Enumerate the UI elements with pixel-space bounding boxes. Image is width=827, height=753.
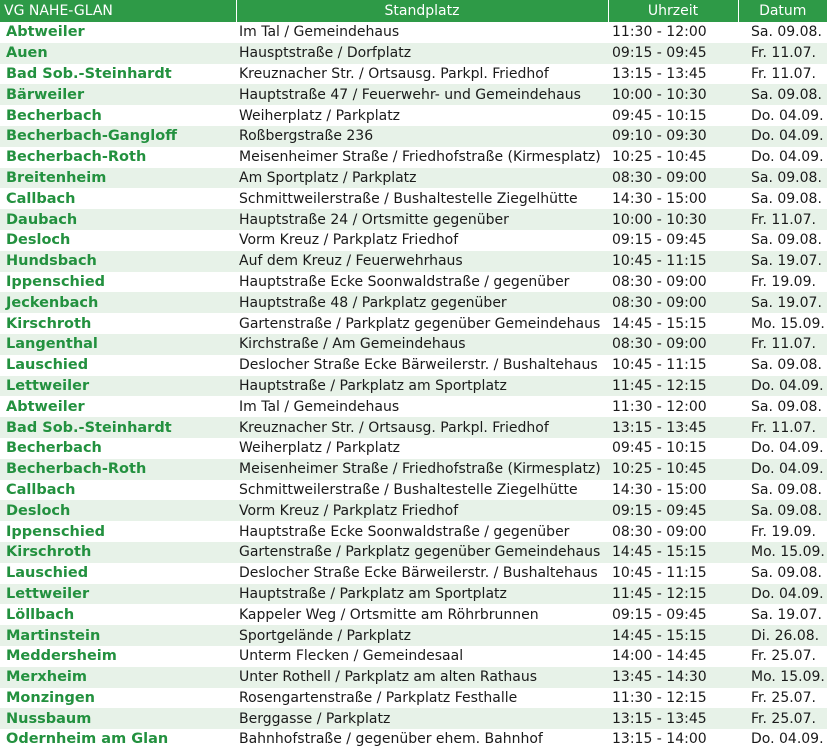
row-ort: Odernheim am Glan [6,731,169,748]
row-datum: Fr. 25.07. [738,708,827,729]
row-datum: Fr. 11.07. [738,43,827,64]
table-row [0,646,827,667]
row-datum: Sa. 09.08. [751,24,822,41]
row-standplatz: Kappeler Weg / Ortsmitte am Röhrbrunnen [239,606,539,623]
row-uhrzeit: 14:30 - 15:00 [612,481,707,498]
row-datum: Do. 04.09. [738,584,827,605]
row-datum: Fr. 11.07. [738,334,827,355]
row-ort: Lettweiler [0,376,236,397]
table-row [0,84,827,105]
row-uhrzeit: 11:30 - 12:00 [612,398,707,415]
row-uhrzeit: 09:45 - 10:15 [612,107,707,124]
row-uhrzeit: 11:30 - 12:15 [612,689,707,706]
row-datum: Sa. 09.08. [751,357,822,374]
table-row [0,521,827,542]
row-standplatz: Kreuznacher Str. / Ortsausg. Parkpl. Friedhof [239,65,549,82]
row-ort: Becherbach-Gangloff [0,126,236,147]
row-datum: Fr. 11.07. [751,65,816,82]
row-ort: Becherbach-Roth [6,149,147,166]
row-uhrzeit: 10:00 - 10:30 [608,84,738,105]
row-datum: Fr. 11.07. [738,209,827,230]
row-standplatz: Weiherplatz / Parkplatz [239,440,401,457]
schedule-body [0,22,827,750]
table-row [0,396,827,417]
row-ort: Jeckenbach [0,292,236,313]
row-datum: Do. 04.09. [751,440,824,457]
row-uhrzeit: 10:25 - 10:45 [612,149,707,166]
row-datum: Do. 04.09. [751,107,824,124]
table-row [0,459,827,480]
table-row [0,355,827,376]
header-title: VG NAHE-GLAN [0,0,236,22]
row-datum: Fr. 19.09. [751,273,816,290]
row-datum: Do. 04.09. [738,376,827,397]
row-ort: Desloch [0,500,236,521]
row-uhrzeit: 14:30 - 15:00 [612,190,707,207]
header-datum: Datum [738,0,827,22]
row-ort: Kirschroth [6,315,92,332]
row-datum: Sa. 19.07. [751,606,822,623]
row-standplatz: Hauptstraße 24 / Ortsmitte gegenüber [236,209,608,230]
table-row [0,188,827,209]
row-standplatz: Im Tal / Gemeindehaus [239,398,400,415]
row-datum: Do. 04.09. [751,731,824,748]
row-standplatz: Meisenheimer Straße / Friedhofstraße (Kirmesplatz) [239,149,601,166]
row-uhrzeit: 14:00 - 14:45 [612,648,707,665]
row-standplatz: Hauptstraße 47 / Feuerwehr- und Gemeindehaus [236,84,608,105]
row-datum: Sa. 09.08. [738,168,827,189]
row-ort: Hundsbach [0,251,236,272]
row-datum: Sa. 09.08. [751,232,822,249]
row-standplatz: Roßbergstraße 236 [236,126,608,147]
row-standplatz: Schmittweilerstraße / Bushaltestelle Ziegelhütte [239,190,578,207]
row-standplatz: Bahnhofstraße / gegenüber ehem. Bahnhof [239,731,543,748]
table-row [0,292,827,313]
row-ort: Ippenschied [6,523,106,540]
row-datum: Sa. 09.08. [751,398,822,415]
row-uhrzeit: 13:15 - 13:45 [608,417,738,438]
row-uhrzeit: 08:30 - 09:00 [612,523,707,540]
row-standplatz: Vorm Kreuz / Parkplatz Friedhof [236,500,608,521]
row-ort: Auen [0,43,236,64]
table-row [0,667,827,688]
row-ort: Merxheim [0,667,236,688]
row-ort: Lauschied [6,565,89,582]
row-standplatz: Berggasse / Parkplatz [236,708,608,729]
row-standplatz: Unter Rothell / Parkplatz am alten Rathaus [236,667,608,688]
row-uhrzeit: 11:30 - 12:00 [612,24,707,41]
row-ort: Kirschroth [0,542,236,563]
row-datum: Fr. 25.07. [751,689,816,706]
table-row [0,708,827,729]
row-standplatz: Deslocher Straße Ecke Bärweilerstr. / Bushaltehaus [239,357,598,374]
row-uhrzeit: 09:15 - 09:45 [612,606,707,623]
row-ort: Abtweiler [6,398,85,415]
row-standplatz: Hauptstraße 48 / Parkplatz gegenüber [236,292,608,313]
table-row [0,64,827,85]
row-standplatz: Kreuznacher Str. / Ortsausg. Parkpl. Friedhof [236,417,608,438]
table-row [0,604,827,625]
row-standplatz: Im Tal / Gemeindehaus [239,24,400,41]
row-datum: Do. 04.09. [751,149,824,166]
row-standplatz: Vorm Kreuz / Parkplatz Friedhof [239,232,459,249]
row-datum: Sa. 09.08. [738,500,827,521]
row-datum: Fr. 11.07. [738,417,827,438]
table-row [0,417,827,438]
row-datum: Sa. 09.08. [751,565,822,582]
row-ort: Becherbach-Roth [0,459,236,480]
row-datum: Sa. 09.08. [751,481,822,498]
row-uhrzeit: 14:45 - 15:15 [608,542,738,563]
table-row [0,625,827,646]
row-uhrzeit: 09:15 - 09:45 [612,232,707,249]
table-row [0,230,827,251]
row-uhrzeit: 08:30 - 09:00 [608,168,738,189]
row-standplatz: Deslocher Straße Ecke Bärweilerstr. / Bushaltehaus [239,565,598,582]
row-uhrzeit: 14:45 - 15:15 [608,625,738,646]
table-row [0,729,827,750]
row-ort: Bad Sob.-Steinhardt [0,417,236,438]
row-ort: Becherbach [6,440,102,457]
row-ort: Daubach [0,209,236,230]
row-uhrzeit: 09:15 - 09:45 [608,43,738,64]
table-row [0,688,827,709]
row-standplatz: Kirchstraße / Am Gemeindehaus [236,334,608,355]
row-uhrzeit: 13:15 - 13:45 [612,65,707,82]
row-ort: Abtweiler [6,24,85,41]
row-datum: Do. 04.09. [738,459,827,480]
row-uhrzeit: 11:45 - 12:15 [608,584,738,605]
row-uhrzeit: 09:45 - 10:15 [612,440,707,457]
table-row [0,105,827,126]
row-datum: Sa. 19.07. [738,251,827,272]
row-uhrzeit: 10:25 - 10:45 [608,459,738,480]
header-uhrzeit: Uhrzeit [608,0,738,22]
table-row [0,584,827,605]
row-standplatz: Hauptstraße / Parkplatz am Sportplatz [236,376,608,397]
row-ort: Langenthal [0,334,236,355]
row-ort: Callbach [6,481,76,498]
row-standplatz: Hauptstraße Ecke Soonwaldstraße / gegenüber [239,273,570,290]
row-uhrzeit: 10:45 - 11:15 [612,357,707,374]
header-row [0,0,827,22]
row-datum: Mo. 15.09. [751,315,825,332]
row-ort: Monzingen [6,689,95,706]
table-row [0,334,827,355]
row-uhrzeit: 08:30 - 09:00 [612,273,707,290]
table-row [0,500,827,521]
row-ort: Martinstein [0,625,236,646]
header-standplatz: Standplatz [236,0,608,22]
row-standplatz: Rosengartenstraße / Parkplatz Festhalle [239,689,518,706]
row-datum: Di. 26.08. [738,625,827,646]
row-ort: Becherbach [6,107,102,124]
row-standplatz: Meisenheimer Straße / Friedhofstraße (Kirmesplatz) [236,459,608,480]
row-uhrzeit: 13:45 - 14:30 [608,667,738,688]
row-ort: Meddersheim [6,648,117,665]
row-standplatz: Weiherplatz / Parkplatz [239,107,401,124]
row-standplatz: Hauptstraße Ecke Soonwaldstraße / gegenüber [239,523,570,540]
row-uhrzeit: 09:15 - 09:45 [608,500,738,521]
table-row [0,251,827,272]
table-row [0,542,827,563]
row-datum: Sa. 09.08. [738,84,827,105]
table-row [0,376,827,397]
row-datum: Mo. 15.09. [738,667,827,688]
row-uhrzeit: 08:30 - 09:00 [608,334,738,355]
row-uhrzeit: 08:30 - 09:00 [608,292,738,313]
row-ort: Breitenheim [0,168,236,189]
table-row [0,438,827,459]
row-datum: Fr. 19.09. [751,523,816,540]
row-uhrzeit: 11:45 - 12:15 [608,376,738,397]
row-ort: Bärweiler [0,84,236,105]
row-ort: Ippenschied [6,273,106,290]
table-row [0,313,827,334]
table-row [0,480,827,501]
row-standplatz: Auf dem Kreuz / Feuerwehrhaus [236,251,608,272]
row-standplatz: Hausptstraße / Dorfplatz [236,43,608,64]
table-row [0,563,827,584]
row-uhrzeit: 14:45 - 15:15 [612,315,707,332]
row-datum: Do. 04.09. [738,126,827,147]
row-datum: Sa. 09.08. [751,190,822,207]
row-uhrzeit: 09:10 - 09:30 [608,126,738,147]
row-standplatz: Schmittweilerstraße / Bushaltestelle Ziegelhütte [239,481,578,498]
row-datum: Sa. 19.07. [738,292,827,313]
row-ort: Callbach [6,190,76,207]
row-uhrzeit: 13:15 - 14:00 [612,731,707,748]
table-row [0,43,827,64]
table-row [0,147,827,168]
row-standplatz: Unterm Flecken / Gemeindesaal [239,648,464,665]
row-uhrzeit: 13:15 - 13:45 [608,708,738,729]
table-row [0,168,827,189]
row-standplatz: Hauptstraße / Parkplatz am Sportplatz [236,584,608,605]
row-standplatz: Gartenstraße / Parkplatz gegenüber Gemeindehaus [236,542,608,563]
table-row [0,22,827,43]
row-ort: Bad Sob.-Steinhardt [6,65,172,82]
row-ort: Löllbach [6,606,75,623]
row-uhrzeit: 10:00 - 10:30 [608,209,738,230]
row-ort: Nussbaum [0,708,236,729]
table-row [0,272,827,293]
row-ort: Lettweiler [0,584,236,605]
row-ort: Lauschied [6,357,89,374]
table-row [0,126,827,147]
row-datum: Fr. 25.07. [751,648,816,665]
row-standplatz: Am Sportplatz / Parkplatz [236,168,608,189]
row-datum: Mo. 15.09. [738,542,827,563]
row-uhrzeit: 10:45 - 11:15 [612,565,707,582]
table-row [0,209,827,230]
row-standplatz: Sportgelände / Parkplatz [236,625,608,646]
row-uhrzeit: 10:45 - 11:15 [608,251,738,272]
row-ort: Desloch [6,232,71,249]
row-standplatz: Gartenstraße / Parkplatz gegenüber Gemeindehaus [239,315,601,332]
